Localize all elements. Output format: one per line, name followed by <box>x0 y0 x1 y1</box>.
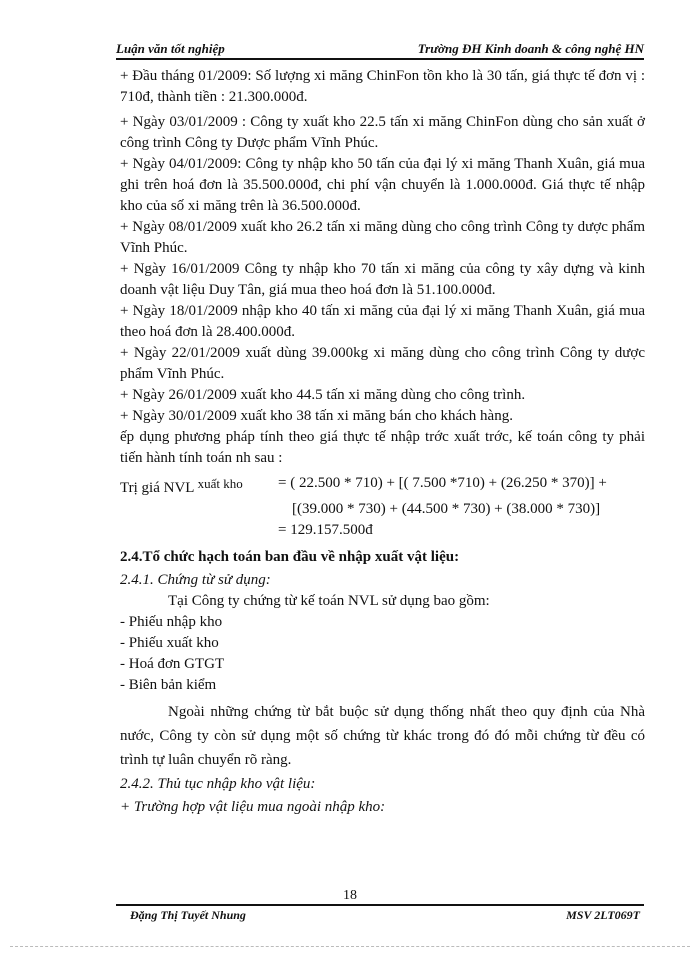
paragraph-jan-26: + Ngày 26/01/2009 xuất kho 44.5 tấn xi măng dùng cho công trình. <box>120 387 526 403</box>
case-purchased-materials: + Trường hợp vật liệu mua ngoài nhập kho: <box>120 799 386 815</box>
paragraph-jan-30: + Ngày 30/01/2009 xuất kho 38 tấn xi măng bán cho khách hàng. <box>120 408 513 424</box>
paragraph-other-documents: Ngoài những chứng từ bắt buộc sử dụng thống nhất theo quy định của Nhà nước, Công ty còn sử dụng một số chứng từ khác trong đó đó mỗi chứng từ đều có trình tự luân chuyển rõ ràng. <box>120 704 645 768</box>
documents-intro: Tại Công ty chứng từ kế toán NVL sử dụng bao gồm: <box>168 593 490 609</box>
paragraph-jan-08: + Ngày 08/01/2009 xuất kho 26.2 tấn xi măng dùng cho công trình Công ty dược phẩm Vĩnh Phúc. <box>120 219 645 256</box>
section-title: 2.4.Tổ chức hạch toán ban đầu về nhập xuất vật liệu: <box>120 549 460 565</box>
doc-list-item: - Hoá đơn GTGT <box>120 656 225 672</box>
formula-label-sup: xuất kho <box>197 476 243 491</box>
page-number: 18 <box>343 888 357 903</box>
subsection-title-receipt: 2.4.2. Thủ tục nhập kho vật liệu: <box>120 776 316 792</box>
page-break-line <box>10 946 690 947</box>
formula-line-1: = ( 22.500 * 710) + [( 7.500 *710) + (26.250 * 370)] + <box>278 475 607 491</box>
doc-list-item: - Phiếu xuất kho <box>120 635 219 651</box>
paragraph-jan-18: + Ngày 18/01/2009 nhập kho 40 tấn xi măng của đại lý xi măng Thanh Xuân, giá mua theo hoá đơn là 28.400.000đ. <box>120 303 645 340</box>
footer-author: Đặng Thị Tuyết Nhung <box>130 908 246 922</box>
paragraph-jan-03: + Ngày 03/01/2009 : Công ty xuất kho 22.5 tấn xi măng ChinFon dùng cho sản xuất ở công trình Công ty Dược phẩm Vĩnh Phúc. <box>120 114 645 151</box>
formula-label: Trị giá NVL $^{xuất kho}$ <box>120 476 243 496</box>
page-footer <box>116 904 644 920</box>
paragraph-jan-22: + Ngày 22/01/2009 xuất dùng 39.000kg xi măng dùng cho công trình Công ty dược phẩm Vĩnh Phúc. <box>120 345 645 382</box>
doc-list-item: - Biên bản kiểm <box>120 677 217 693</box>
header-university-label: Trường ĐH Kinh doanh & công nghệ HN <box>417 41 644 56</box>
document-body <box>120 66 645 818</box>
doc-list-item: - Phiếu nhập kho <box>120 614 223 630</box>
header-thesis-label: Luận văn tốt nghiệp <box>116 41 225 56</box>
formula-line-2: [(39.000 * 730) + (44.500 * 730) + (38.000 * 730)] <box>292 501 601 517</box>
subsection-title-documents: 2.4.1. Chứng từ sử dụng: <box>120 572 271 588</box>
paragraph-opening-stock: + Đầu tháng 01/2009: Số lượng xi măng ChinFon tồn kho là 30 tấn, giá thực tế đơn vị : 710đ, thành tiền : 21.300.000đ. <box>120 68 645 105</box>
paragraph-jan-04: + Ngày 04/01/2009: Công ty nhập kho 50 tấn của đại lý xi măng Thanh Xuân, giá mua ghi trên hoá đơn là 35.500.000đ, chi phí vận chuyển là 1.000.000đ. Giá thực tế nhập kho của số xi măng trên là 36.500.000đ. <box>120 156 645 214</box>
formula-result: = 129.157.500đ <box>278 522 373 538</box>
paragraph-jan-16: + Ngày 16/01/2009 Công ty nhập kho 70 tấn xi măng của công ty xây dựng và kinh doanh vật liệu Duy Tân, giá mua theo hoá đơn là 51.100.000đ. <box>120 261 645 298</box>
valuation-formula <box>120 473 645 541</box>
page-header <box>116 38 644 60</box>
paragraph-fifo-method: ếp dụng phương pháp tính theo giá thực tế nhập trớc xuất trớc, kế toán công ty phải tiến hành tính toán nh sau : <box>120 429 645 466</box>
footer-student-id: MSV 2LT069T <box>566 908 640 922</box>
